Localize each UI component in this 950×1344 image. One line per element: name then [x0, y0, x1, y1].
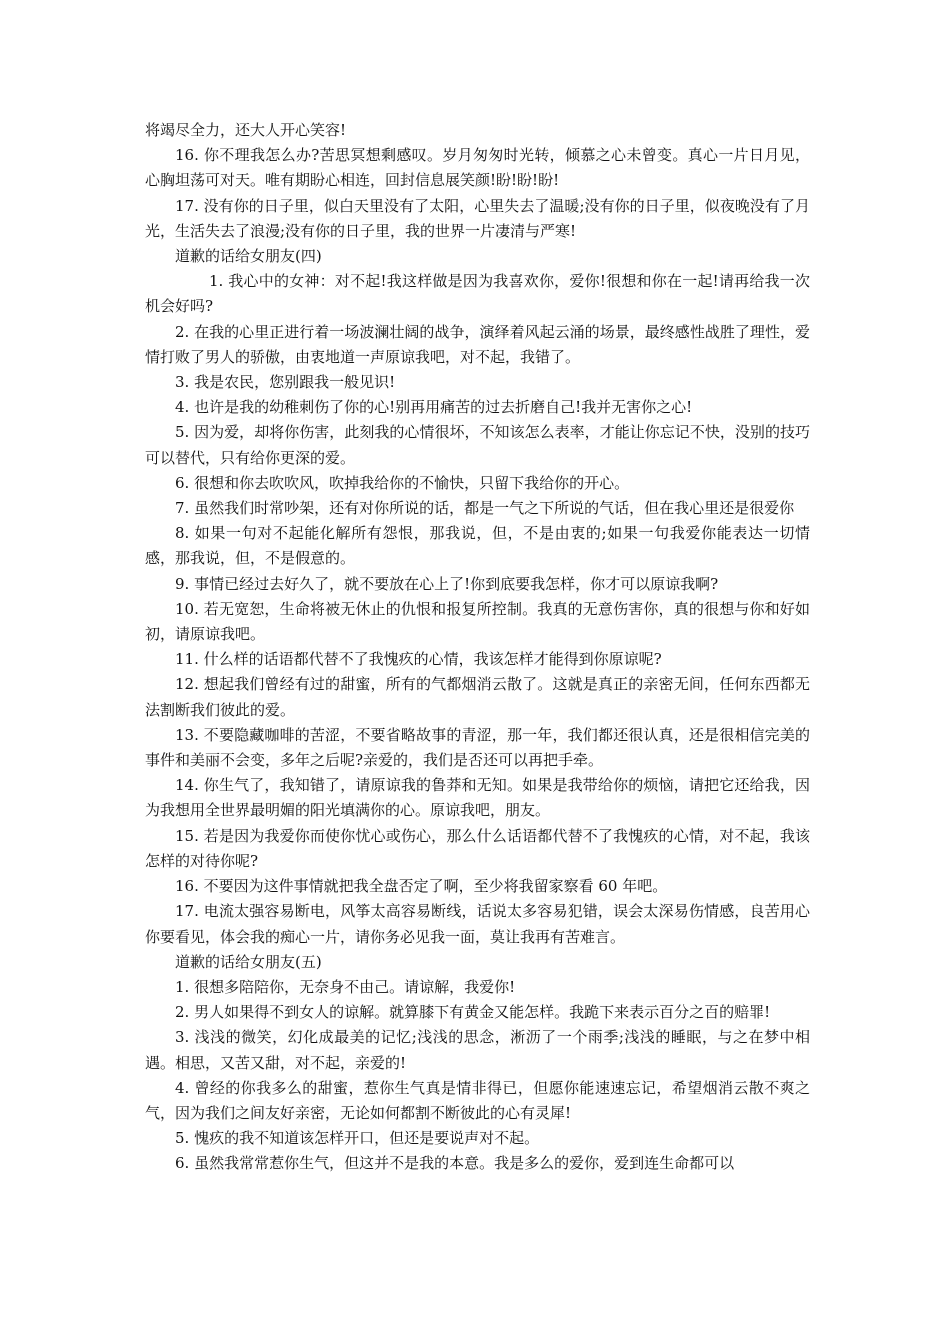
- paragraph: 17. 没有你的日子里，似白天里没有了太阳，心里失去了温暖;没有你的日子里，似夜晚没有了月光，生活失去了浪漫;没有你的日子里，我的世界一片凄清与严寒!: [145, 196, 810, 240]
- paragraph: 5. 因为爱，却将你伤害，此刻我的心情很坏，不知该怎么表率，才能让你忘记不快，没别的技巧可以替代，只有给你更深的爱。: [145, 423, 810, 467]
- paragraph: 6. 很想和你去吹吹风，吹掉我给你的不愉快，只留下我给你的开心。: [175, 473, 630, 492]
- section-heading: 道歉的话给女朋友(五): [175, 952, 322, 971]
- paragraph: 4. 也许是我的幼稚刺伤了你的心!别再用痛苦的过去折磨自己!我并无害你之心!: [175, 398, 693, 417]
- paragraph: 11. 什么样的话语都代替不了我愧疚的心情，我该怎样才能得到你原谅呢?: [175, 650, 662, 669]
- paragraph: 4. 曾经的你我多么的甜蜜，惹你生气真是情非得已，但愿你能速速忘记，希望烟消云散不爽之气，因为我们之间友好亲密，无论如何都割不断彼此的心有灵犀!: [145, 1078, 810, 1122]
- paragraph: 1. 很想多陪陪你，无奈身不由己。请谅解，我爱你!: [175, 977, 516, 996]
- paragraph: 14. 你生气了，我知错了，请原谅我的鲁莽和无知。如果是我带给你的烦恼，请把它还给我，因为我想用全世界最明媚的阳光填满你的心。原谅我吧，朋友。: [145, 776, 810, 820]
- paragraph: 7. 虽然我们时常吵架，还有对你所说的话，都是一气之下所说的气话，但在我心里还是很爱你: [175, 499, 795, 518]
- paragraph: 17. 电流太强容易断电，风筝太高容易断线，话说太多容易犯错，误会太深易伤情感，良苦用心你要看见，体会我的痴心一片，请你务必见我一面，莫让我再有苦难言。: [145, 902, 810, 946]
- paragraph: 9. 事情已经过去好久了，就不要放在心上了!你到底要我怎样，你才可以原谅我啊?: [175, 574, 719, 593]
- paragraph: 5. 愧疚的我不知道该怎样开口，但还是要说声对不起。: [175, 1129, 540, 1148]
- paragraph: 12. 想起我们曾经有过的甜蜜，所有的气都烟消云散了。这就是真正的亲密无间，任何东西都无法割断我们彼此的爱。: [145, 675, 810, 719]
- paragraph: 2. 在我的心里正进行着一场波澜壮阔的战争，演绎着风起云涌的场景，最终感性战胜了理性，爱情打败了男人的骄傲，由衷地道一声原谅我吧，对不起，我错了。: [145, 322, 810, 366]
- paragraph: 2. 男人如果得不到女人的谅解。就算膝下有黄金又能怎样。我跪下来表示百分之百的赔罪!: [175, 1003, 771, 1022]
- paragraph: 1. 我心中的女神：对不起!我这样做是因为我喜欢你，爱你!很想和你在一起!请再给我一次机会好吗?: [145, 272, 810, 316]
- paragraph: 16. 你不理我怎么办?苦思冥想剩感叹。岁月匆匆时光转，倾慕之心未曾变。真心一片日月见，心胸坦荡可对天。唯有期盼心相连，回封信息展笑颜!盼!盼!盼!: [145, 146, 810, 190]
- paragraph: 16. 不要因为这件事情就把我全盘否定了啊，至少将我留家察看 60 年吧。: [175, 877, 668, 896]
- paragraph: 15. 若是因为我爱你而使你忧心或伤心，那么什么话语都代替不了我愧疚的心情，对不起，我该怎样的对待你呢?: [145, 826, 810, 870]
- paragraph: 8. 如果一句对不起能化解所有怨恨，那我说，但，不是由衷的;如果一句我爱你能表达一切情感，那我说，但，不是假意的。: [145, 524, 810, 568]
- paragraph: 3. 我是农民，您别跟我一般见识!: [175, 373, 396, 392]
- paragraph: 6. 虽然我常常惹你生气，但这并不是我的本意。我是多么的爱你，爱到连生命都可以: [175, 1154, 735, 1173]
- paragraph: 13. 不要隐藏咖啡的苦涩，不要省略故事的青涩，那一年，我们都还很认真，还是很相信完美的事件和美丽不会变，多年之后呢?亲爱的，我们是否还可以再把手牵。: [145, 725, 810, 770]
- paragraph: 将竭尽全力，还大人开心笑容!: [145, 121, 347, 139]
- section-heading: 道歉的话给女朋友(四): [175, 247, 322, 266]
- paragraph: 10. 若无宽恕，生命将被无休止的仇恨和报复所控制。我真的无意伤害你，真的很想与你和好如初，请原谅我吧。: [145, 599, 810, 644]
- paragraph: 3. 浅浅的微笑，幻化成最美的记忆;浅浅的思念，淅沥了一个雨季;浅浅的睡眠，与之在梦中相遇。相思，又苦又甜，对不起，亲爱的!: [145, 1028, 810, 1072]
- document-page: [145, 118, 810, 1177]
